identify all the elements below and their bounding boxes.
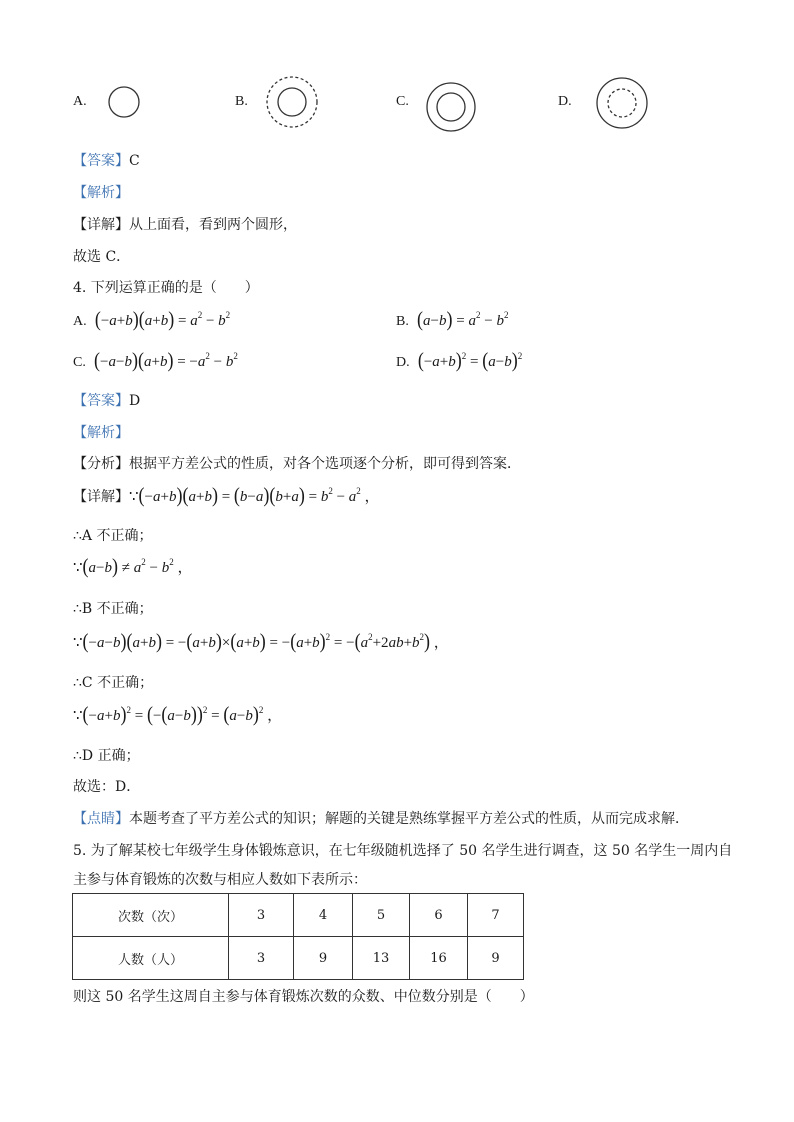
table-cell: 5 (353, 894, 410, 937)
answer-value: D (129, 393, 141, 409)
q4-d-right: ∴D 正确； (73, 748, 140, 764)
row-header-times: 次数（次） (73, 894, 229, 937)
q3-choose-line: 故选 C． (73, 249, 131, 265)
option-label: B. (396, 314, 409, 329)
dashed-outer-circle (267, 77, 317, 127)
q4-stem: 4. 下列运算正确的是（ ） (73, 280, 259, 296)
q4-option-a (73, 309, 230, 330)
q4-a-wrong: ∴A 不正确； (73, 528, 153, 544)
q3-option-c-label: C. (396, 94, 409, 109)
option-d-formula: $(-a+b)^2 = (a-b)^2$ (417, 348, 523, 372)
table-cell: 6 (410, 894, 468, 937)
table-cell: 16 (410, 937, 468, 980)
answer-tag: 【答案】 (73, 153, 129, 169)
table-cell: 3 (229, 937, 294, 980)
q3-option-c-figure (424, 80, 482, 138)
q3-jiexi-tag: 【解析】 (73, 185, 129, 201)
q5-stem-line-1: 5. 为了解某校七年级学生身体锻炼意识，在七年级随机选择了 50 名学生进行调查，这 50 名学生一周内自 (73, 843, 733, 859)
step-1-formula: ∵(−a+b)(a+b) = $(b-a)(b+a) = b^2 - a^2$ ， (129, 483, 380, 507)
q4-c-wrong: ∴C 不正确； (73, 675, 154, 691)
q4-option-c (73, 350, 238, 371)
table-row (73, 894, 524, 937)
solid-outer-circle (427, 83, 475, 131)
option-c-formula: $(-a-b)(a+b) = -a^2 - b^2$ (94, 348, 238, 372)
option-a-formula: $(-a+b)(a+b) = a^2 - b^2$ (94, 307, 231, 331)
detail-text: 从上面看，看到两个圆形， (129, 217, 297, 233)
solid-outer-circle (597, 78, 647, 128)
table-cell: 7 (468, 894, 524, 937)
option-label: D. (396, 355, 410, 370)
solid-inner-circle (278, 88, 306, 116)
q4-detail-step-4: $\because(-a+b)^2 = (-(a-b))^2 = (a-b)^2$ ， (73, 702, 283, 726)
q4-choose: 故选：D． (73, 779, 141, 795)
dashed-inner-circle (608, 89, 636, 117)
answer-tag: 【答案】 (73, 393, 129, 409)
table-cell: 9 (468, 937, 524, 980)
q5-data-table (72, 893, 524, 980)
q4-option-b (396, 309, 508, 330)
q3-option-a-figure (106, 84, 144, 122)
option-label: A. (73, 314, 87, 329)
detail-tag: 【详解】 (73, 489, 129, 505)
solid-circle (109, 87, 139, 117)
q4-detail-step-2: ∵(a−b) ≠ $a^2 - b^2$ ， (73, 554, 193, 578)
q4-detail-step-3: ∵(−a−b)(a+b) = $-(a+b)\times(a+b) = -(a+b)^2 = -(a^2+2ab+b^2)$ ， (73, 629, 449, 653)
q4-detail-step-1 (73, 485, 380, 506)
q4-option-d (396, 350, 522, 371)
q3-option-b-figure (264, 74, 322, 132)
table-cell: 3 (229, 894, 294, 937)
q3-option-b-label: B. (235, 94, 248, 109)
answer-value: C (129, 153, 140, 169)
q4-b-wrong: ∴B 不正确； (73, 601, 153, 617)
q4-jiexi-tag: 【解析】 (73, 425, 129, 441)
q4-analysis-line (73, 453, 521, 473)
q3-detail-line (73, 214, 297, 234)
detail-tag: 【详解】 (73, 217, 129, 233)
table-cell: 13 (353, 937, 410, 980)
row-header-people: 人数（人） (73, 937, 229, 980)
option-label: C. (73, 355, 86, 370)
q4-comment-line (73, 808, 689, 828)
analysis-text: 根据平方差公式的性质，对各个选项逐个分析，即可得到答案． (129, 456, 521, 472)
q5-stem-line-2: 主参与体育锻炼的次数与相应人数如下表所示： (73, 872, 367, 888)
analysis-tag: 【分析】 (73, 456, 129, 472)
table-cell: 4 (294, 894, 353, 937)
q3-answer-line (73, 150, 140, 170)
comment-tag: 【点睛】 (73, 811, 129, 827)
q3-option-d-figure (594, 76, 652, 134)
option-b-formula: $(a-b) = a^2 - b^2$ (417, 307, 509, 331)
table-row (73, 937, 524, 980)
table-cell: 9 (294, 937, 353, 980)
solid-inner-circle (437, 93, 465, 121)
q3-option-d-label: D. (558, 94, 572, 109)
q4-answer-line (73, 390, 140, 410)
q3-option-a-label: A. (73, 94, 87, 109)
comment-text: 本题考查了平方差公式的知识；解题的关键是熟练掌握平方差公式的性质，从而完成求解． (129, 811, 689, 827)
q5-question: 则这 50 名学生这周自主参与体育锻炼次数的众数、中位数分别是（ ） (73, 989, 534, 1005)
